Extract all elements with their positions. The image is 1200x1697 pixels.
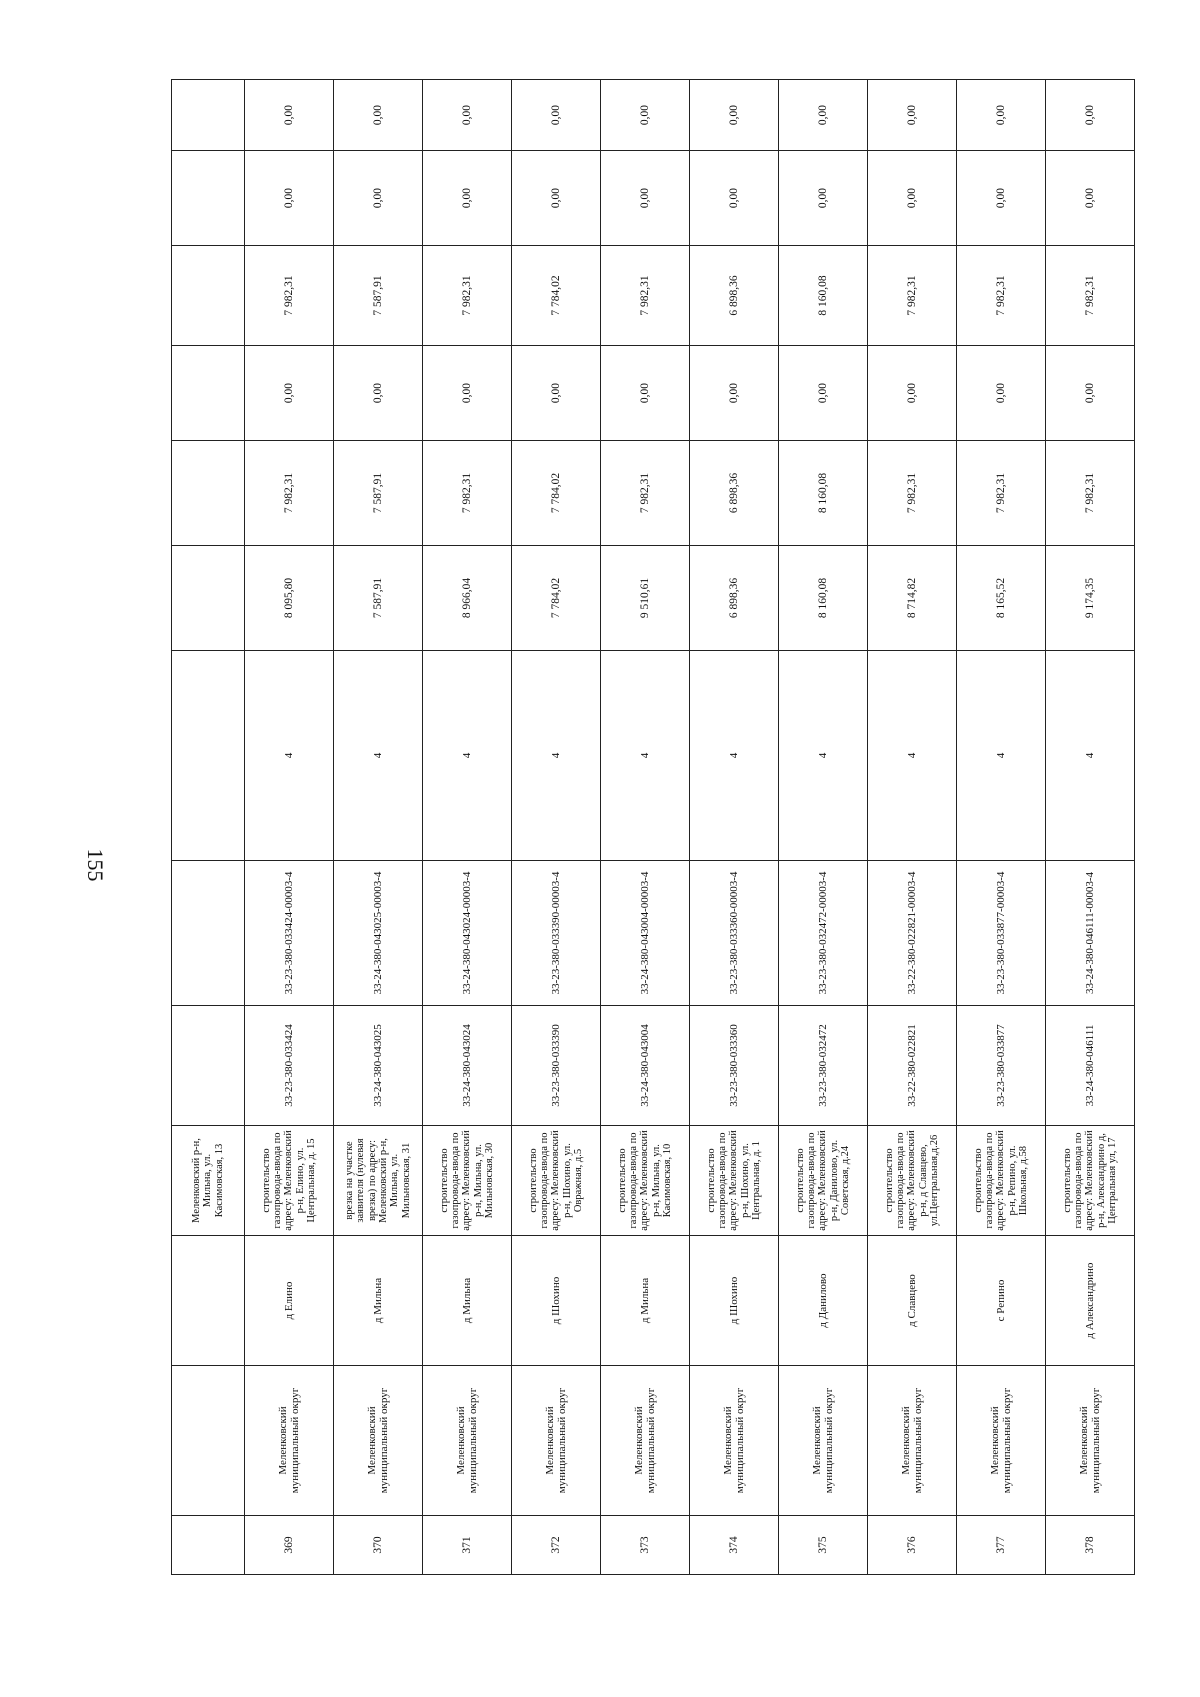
table-cell-cadastral-number: 33-24-380-043024 xyxy=(423,1006,512,1126)
table-cell-district: Меленковский муниципальный округ xyxy=(423,1366,512,1516)
table-cell-amount: 0,00 xyxy=(512,151,601,246)
table-cell-row-number: 378 xyxy=(1046,1516,1135,1575)
table-row xyxy=(334,80,423,1575)
table-cell-amount: 8 095,80 xyxy=(245,546,334,651)
table-cell-amount: 7 587,91 xyxy=(334,246,423,346)
table-cell-address: строительство газопровода-ввода по адресу: Меленковский р-н, д Славцево, ул.Центральная,д.26 xyxy=(868,1126,957,1236)
table-cell-amount: 7 587,91 xyxy=(334,546,423,651)
table-row xyxy=(957,80,1046,1575)
table-cell-amount: 0,00 xyxy=(868,346,957,441)
table-cell-amount: 0,00 xyxy=(690,346,779,441)
table-cell-cadastral-number: 33-22-380-022821 xyxy=(868,1006,957,1126)
table-cell-amount: 0,00 xyxy=(334,346,423,441)
table-cell-settlement: д Александрино xyxy=(1046,1236,1135,1366)
table-cell-amount: 0,00 xyxy=(512,80,601,151)
table-cell-amount: 6 898,36 xyxy=(690,546,779,651)
table-cell-amount: 0,00 xyxy=(245,346,334,441)
table-cell-cadastral-number: 33-24-380-043004 xyxy=(601,1006,690,1126)
table-cell-settlement: д Шохино xyxy=(512,1236,601,1366)
table-cell-amount: 0,00 xyxy=(334,80,423,151)
table-cell-row-number: 371 xyxy=(423,1516,512,1575)
table-cell-amount: 0,00 xyxy=(957,151,1046,246)
table-cell-district: Меленковский муниципальный округ xyxy=(1046,1366,1135,1516)
table-cell-amount: 8 966,04 xyxy=(423,546,512,651)
table-cell-amount: 0,00 xyxy=(601,346,690,441)
table-row xyxy=(779,80,868,1575)
table-cell-row-number: 377 xyxy=(957,1516,1046,1575)
table-cell-amount: 0,00 xyxy=(779,80,868,151)
table-cell-district: Меленковский муниципальный округ xyxy=(690,1366,779,1516)
table-cell-settlement: д Шохино xyxy=(690,1236,779,1366)
table-cell-amount: 0,00 xyxy=(779,151,868,246)
table-cell-empty xyxy=(172,80,245,151)
table-cell-category: 4 xyxy=(423,651,512,861)
table-cell-category: 4 xyxy=(512,651,601,861)
table-cell-amount: 0,00 xyxy=(690,151,779,246)
table-cell-application-id: 33-24-380-043025-00003-4 xyxy=(334,861,423,1006)
table-cell-application-id: 33-24-380-046111-00003-4 xyxy=(1046,861,1135,1006)
table-cell-amount: 7 784,02 xyxy=(512,441,601,546)
table-cell-application-id: 33-22-380-022821-00003-4 xyxy=(868,861,957,1006)
table-cell-amount: 0,00 xyxy=(245,80,334,151)
table-cell-amount: 7 982,31 xyxy=(868,246,957,346)
table-cell-amount: 9 174,35 xyxy=(1046,546,1135,651)
table-cell-amount: 0,00 xyxy=(779,346,868,441)
table-cell-empty xyxy=(172,861,245,1006)
table-cell-address: Меленковский р-н, Мильна, ул. Касимовская, 13 xyxy=(172,1126,245,1236)
table-cell-address: врезка на участке заявителя (нулевая врезка) по адресу: Меленковский р-н, Мильна, ул. Мильновская, 31 xyxy=(334,1126,423,1236)
table-cell-application-id: 33-24-380-043024-00003-4 xyxy=(423,861,512,1006)
table-cell-amount: 0,00 xyxy=(601,80,690,151)
table-cell-district: Меленковский муниципальный округ xyxy=(601,1366,690,1516)
table-cell-empty xyxy=(172,546,245,651)
table-cell-row-number: 369 xyxy=(245,1516,334,1575)
table-cell-address: строительство газопровода-ввода по адресу: Меленковский р-н, Репино, ул. Школьная, д.58 xyxy=(957,1126,1046,1236)
table-cell-empty xyxy=(172,1516,245,1575)
table-cell-settlement: с Репино xyxy=(957,1236,1046,1366)
table-cell-amount: 7 982,31 xyxy=(601,246,690,346)
table-cell-amount: 6 898,36 xyxy=(690,441,779,546)
table-cell-address: строительство газопровода-ввода по адресу: Меленковский р-н, Шохино, ул. Овражная, д.5 xyxy=(512,1126,601,1236)
table-cell-row-number: 372 xyxy=(512,1516,601,1575)
table-cell-amount: 7 982,31 xyxy=(423,246,512,346)
table-cell-amount: 0,00 xyxy=(423,346,512,441)
table-row xyxy=(512,80,601,1575)
table-cell-amount: 7 982,31 xyxy=(1046,441,1135,546)
table-cell-amount: 7 982,31 xyxy=(601,441,690,546)
table-cell-amount: 0,00 xyxy=(957,346,1046,441)
table-cell-district: Меленковский муниципальный округ xyxy=(334,1366,423,1516)
table-cell-settlement: д Мильна xyxy=(334,1236,423,1366)
table-cell-empty xyxy=(172,346,245,441)
table-cell-address: строительство газопровода-ввода по адресу: Меленковский р-н, Мильна, ул. Касимовская, 10 xyxy=(601,1126,690,1236)
table-cell-district: Меленковский муниципальный округ xyxy=(868,1366,957,1516)
table-cell-cadastral-number: 33-23-380-033390 xyxy=(512,1006,601,1126)
table-row xyxy=(1046,80,1135,1575)
table-row xyxy=(423,80,512,1575)
table-cell-amount: 7 982,31 xyxy=(868,441,957,546)
table-cell-application-id: 33-23-380-033877-00003-4 xyxy=(957,861,1046,1006)
table-cell-row-number: 375 xyxy=(779,1516,868,1575)
table-cell-settlement: д Данилово xyxy=(779,1236,868,1366)
table-cell-category: 4 xyxy=(868,651,957,861)
table-cell-amount: 0,00 xyxy=(868,80,957,151)
table-cell-category: 4 xyxy=(690,651,779,861)
table-cell-district: Меленковский муниципальный округ xyxy=(245,1366,334,1516)
table-cell-cadastral-number: 33-23-380-032472 xyxy=(779,1006,868,1126)
table-cell-category: 4 xyxy=(779,651,868,861)
table-cell-district: Меленковский муниципальный округ xyxy=(957,1366,1046,1516)
table-cell-amount: 8 165,52 xyxy=(957,546,1046,651)
table-cell-amount: 0,00 xyxy=(334,151,423,246)
table-cell-address: строительство газопровода-ввода по адресу: Меленковский р-н, Данилово, ул. Советская, д.24 xyxy=(779,1126,868,1236)
table-row xyxy=(690,80,779,1575)
table-cell-application-id: 33-24-380-043004-00003-4 xyxy=(601,861,690,1006)
table-cell-cadastral-number: 33-24-380-043025 xyxy=(334,1006,423,1126)
table-cell-empty xyxy=(172,246,245,346)
table-cell-amount: 7 982,31 xyxy=(423,441,512,546)
table-cell-settlement: д Славцево xyxy=(868,1236,957,1366)
table-cell-amount: 0,00 xyxy=(1046,346,1135,441)
table-cell-amount: 0,00 xyxy=(868,151,957,246)
table-cell-row-number: 373 xyxy=(601,1516,690,1575)
table-cell-amount: 7 982,31 xyxy=(1046,246,1135,346)
table-cell-cadastral-number: 33-23-380-033877 xyxy=(957,1006,1046,1126)
table-cell-amount: 0,00 xyxy=(1046,80,1135,151)
table-cell-amount: 7 982,31 xyxy=(245,246,334,346)
table-cell-empty xyxy=(172,1236,245,1366)
table-cell-amount: 0,00 xyxy=(1046,151,1135,246)
table-cell-address: строительство газопровода-ввода по адресу: Меленковский р-н, Елино, ул. Центральная, д. 15 xyxy=(245,1126,334,1236)
table-cell-row-number: 376 xyxy=(868,1516,957,1575)
table-cell-cadastral-number: 33-23-380-033424 xyxy=(245,1006,334,1126)
table-cell-empty xyxy=(172,1366,245,1516)
registry-table-wrapper xyxy=(171,80,1134,1575)
table-cell-empty xyxy=(172,651,245,861)
table-cell-row-number: 374 xyxy=(690,1516,779,1575)
table-cell-amount: 0,00 xyxy=(601,151,690,246)
table-cell-address: строительство газопровода-ввода по адресу: Меленковский р-н, Шохино, ул. Центральная, д. 1 xyxy=(690,1126,779,1236)
table-cell-amount: 9 510,61 xyxy=(601,546,690,651)
table-cell-settlement: д Елино xyxy=(245,1236,334,1366)
table-cell-cadastral-number: 33-24-380-046111 xyxy=(1046,1006,1135,1126)
table-cell-amount: 8 714,82 xyxy=(868,546,957,651)
table-cell-amount: 8 160,08 xyxy=(779,441,868,546)
table-cell-row-number: 370 xyxy=(334,1516,423,1575)
table-cell-settlement: д Мильна xyxy=(423,1236,512,1366)
table-cell-empty xyxy=(172,151,245,246)
table-row xyxy=(245,80,334,1575)
table-cell-amount: 8 160,08 xyxy=(779,546,868,651)
table-row-continuation xyxy=(172,80,245,1575)
table-cell-district: Меленковский муниципальный округ xyxy=(779,1366,868,1516)
table-cell-category: 4 xyxy=(334,651,423,861)
table-cell-amount: 7 982,31 xyxy=(245,441,334,546)
table-cell-amount: 6 898,36 xyxy=(690,246,779,346)
table-cell-application-id: 33-23-380-033424-00003-4 xyxy=(245,861,334,1006)
table-cell-category: 4 xyxy=(957,651,1046,861)
table-cell-amount: 0,00 xyxy=(957,80,1046,151)
table-cell-amount: 0,00 xyxy=(423,151,512,246)
table-cell-empty xyxy=(172,1006,245,1126)
table-cell-amount: 0,00 xyxy=(690,80,779,151)
table-cell-amount: 0,00 xyxy=(423,80,512,151)
page-number: 155 xyxy=(83,848,108,882)
table-cell-application-id: 33-23-380-033360-00003-4 xyxy=(690,861,779,1006)
table-cell-category: 4 xyxy=(601,651,690,861)
table-cell-amount: 7 784,02 xyxy=(512,246,601,346)
table-row xyxy=(868,80,957,1575)
table-cell-category: 4 xyxy=(245,651,334,861)
table-cell-amount: 8 160,08 xyxy=(779,246,868,346)
table-cell-application-id: 33-23-380-033390-00003-4 xyxy=(512,861,601,1006)
table-cell-district: Меленковский муниципальный округ xyxy=(512,1366,601,1516)
table-cell-address: строительство газопровода-ввода по адресу: Меленковский р-н, Александрино д, Центральная ул, 17 xyxy=(1046,1126,1135,1236)
table-cell-address: строительство газопровода-ввода по адресу: Меленковский р-н, Мильна, ул. Мильновская, 30 xyxy=(423,1126,512,1236)
table-cell-amount: 7 784,02 xyxy=(512,546,601,651)
table-cell-empty xyxy=(172,441,245,546)
registry-table xyxy=(171,79,1135,1575)
table-cell-application-id: 33-23-380-032472-00003-4 xyxy=(779,861,868,1006)
table-cell-amount: 0,00 xyxy=(245,151,334,246)
table-cell-amount: 7 982,31 xyxy=(957,246,1046,346)
table-cell-amount: 0,00 xyxy=(512,346,601,441)
table-cell-amount: 7 587,91 xyxy=(334,441,423,546)
table-cell-category: 4 xyxy=(1046,651,1135,861)
table-cell-amount: 7 982,31 xyxy=(957,441,1046,546)
table-row xyxy=(601,80,690,1575)
table-cell-settlement: д Мильна xyxy=(601,1236,690,1366)
table-cell-cadastral-number: 33-23-380-033360 xyxy=(690,1006,779,1126)
